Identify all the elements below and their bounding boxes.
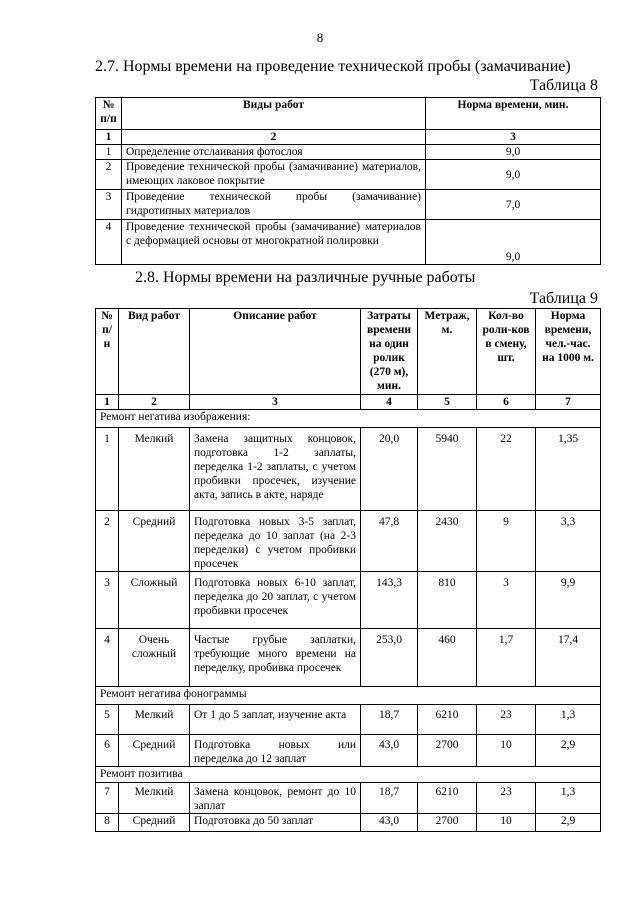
table-9-header-kind: Вид работ bbox=[119, 309, 190, 395]
table-row bbox=[96, 428, 601, 511]
time-value: 253,0 bbox=[361, 629, 418, 687]
rolls-value: 3 bbox=[477, 572, 536, 629]
norm-value: 9,0 bbox=[426, 160, 601, 190]
meter-value: 810 bbox=[418, 572, 477, 629]
row-number: 2 bbox=[96, 511, 119, 572]
time-value: 43,0 bbox=[361, 814, 418, 832]
work-kind: Мелкий bbox=[119, 783, 190, 814]
rolls-value: 9 bbox=[477, 511, 536, 572]
work-description: Проведение технической пробы (замачивание) гидротипных материалов bbox=[122, 190, 426, 220]
row-number: 6 bbox=[96, 735, 119, 767]
norm-value: 9,0 bbox=[426, 220, 601, 265]
time-value: 18,7 bbox=[361, 783, 418, 814]
table-row bbox=[96, 190, 601, 220]
meter-value: 2430 bbox=[418, 511, 477, 572]
row-number: 1 bbox=[96, 145, 122, 160]
time-value: 143,3 bbox=[361, 572, 418, 629]
work-description: От 1 до 5 заплат, изучение акта bbox=[190, 705, 361, 735]
row-number: 2 bbox=[96, 160, 122, 190]
time-value: 18,7 bbox=[361, 705, 418, 735]
table-row bbox=[96, 783, 601, 814]
row-number: 8 bbox=[96, 814, 119, 832]
work-description: Частые грубые заплатки, требующие много времени на переделку, пробивка просечек bbox=[190, 629, 361, 687]
work-description: Замена защитных концовок, подготовка 1-2 заплаты, переделка 1-2 заплаты, с учетом пробивки просечек, изучение акта, запись в акте, наряде bbox=[190, 428, 361, 511]
work-kind: Средний bbox=[119, 735, 190, 767]
work-description: Подготовка новых 3-5 заплат, переделка до 10 заплат (на 2-3 переделки) с учетом пробивки просечек bbox=[190, 511, 361, 572]
table-8-header-norm: Норма времени, мин. bbox=[426, 98, 601, 130]
norm-value: 2,9 bbox=[536, 814, 601, 832]
group-header-row bbox=[96, 767, 601, 783]
table-9-header-number: № п/н bbox=[96, 309, 119, 395]
table-8-colnum: 2 bbox=[122, 130, 426, 145]
table-row bbox=[96, 572, 601, 629]
meter-value: 2700 bbox=[418, 735, 477, 767]
row-number: 4 bbox=[96, 220, 122, 265]
table-row bbox=[96, 220, 601, 265]
group-title-negative-sound: Ремонт негатива фонограммы bbox=[96, 687, 601, 705]
norm-value: 17,4 bbox=[536, 629, 601, 687]
table-9-header-description: Описание работ bbox=[190, 309, 361, 395]
table-9-colnum: 2 bbox=[119, 395, 190, 410]
row-number: 3 bbox=[96, 190, 122, 220]
section-2-8-heading: 2.8. Нормы времени на различные ручные работы bbox=[135, 269, 476, 286]
table-8-colnum: 1 bbox=[96, 130, 122, 145]
norm-value: 1,35 bbox=[536, 428, 601, 511]
table-9 bbox=[95, 308, 601, 832]
table-9-header-row bbox=[96, 309, 601, 395]
table-8-colnum: 3 bbox=[426, 130, 601, 145]
table-8-header-work: Виды работ bbox=[122, 98, 426, 130]
group-title-negative-image: Ремонт негатива изображения: bbox=[96, 410, 601, 428]
rolls-value: 22 bbox=[477, 428, 536, 511]
rolls-value: 23 bbox=[477, 783, 536, 814]
table-row bbox=[96, 629, 601, 687]
table-8-header-number: № п/п bbox=[96, 98, 122, 130]
norm-value: 1,3 bbox=[536, 705, 601, 735]
meter-value: 6210 bbox=[418, 705, 477, 735]
work-description: Подготовка до 50 заплат bbox=[190, 814, 361, 832]
table-row bbox=[96, 145, 601, 160]
group-header-row bbox=[96, 410, 601, 428]
work-description: Замена концовок, ремонт до 10 заплат bbox=[190, 783, 361, 814]
work-kind: Сложный bbox=[119, 572, 190, 629]
table-8-column-numbers bbox=[96, 130, 601, 145]
section-2-7-heading: 2.7. Нормы времени на проведение технической пробы (замачивание) bbox=[95, 58, 571, 75]
rolls-value: 10 bbox=[477, 735, 536, 767]
time-value: 43,0 bbox=[361, 735, 418, 767]
time-value: 20,0 bbox=[361, 428, 418, 511]
rolls-value: 1,7 bbox=[477, 629, 536, 687]
norm-value: 1,3 bbox=[536, 783, 601, 814]
work-description: Проведение технической пробы (замачивание) материалов с деформацией основы от многократной полировки bbox=[122, 220, 426, 265]
group-title-positive: Ремонт позитива bbox=[96, 767, 601, 783]
rolls-value: 23 bbox=[477, 705, 536, 735]
meter-value: 5940 bbox=[418, 428, 477, 511]
work-description: Проведение технической пробы (замачивание) материалов, имеющих лаковое покрытие bbox=[122, 160, 426, 190]
norm-value: 7,0 bbox=[426, 190, 601, 220]
norm-value: 2,9 bbox=[536, 735, 601, 767]
norm-value: 3,3 bbox=[536, 511, 601, 572]
norm-value: 9,9 bbox=[536, 572, 601, 629]
work-description: Подготовка новых или переделка до 12 заплат bbox=[190, 735, 361, 767]
table-9-colnum: 6 bbox=[477, 395, 536, 410]
table-9-caption: Таблица 9 bbox=[529, 290, 598, 307]
meter-value: 6210 bbox=[418, 783, 477, 814]
table-9-header-time: Затраты времени на один ролик (270 м), мин. bbox=[361, 309, 418, 395]
row-number: 1 bbox=[96, 428, 119, 511]
table-9-column-numbers bbox=[96, 395, 601, 410]
row-number: 3 bbox=[96, 572, 119, 629]
table-row bbox=[96, 511, 601, 572]
group-header-row bbox=[96, 687, 601, 705]
time-value: 47,8 bbox=[361, 511, 418, 572]
work-kind: Мелкий bbox=[119, 428, 190, 511]
work-description: Определение отслаивания фотослоя bbox=[122, 145, 426, 160]
work-kind: Средний bbox=[119, 814, 190, 832]
row-number: 7 bbox=[96, 783, 119, 814]
table-row bbox=[96, 735, 601, 767]
meter-value: 460 bbox=[418, 629, 477, 687]
work-kind: Очень сложный bbox=[119, 629, 190, 687]
norm-value: 9,0 bbox=[426, 145, 601, 160]
table-9-colnum: 4 bbox=[361, 395, 418, 410]
table-8 bbox=[95, 97, 601, 265]
table-row bbox=[96, 705, 601, 735]
meter-value: 2700 bbox=[418, 814, 477, 832]
row-number: 5 bbox=[96, 705, 119, 735]
work-kind: Средний bbox=[119, 511, 190, 572]
row-number: 4 bbox=[96, 629, 119, 687]
work-kind: Мелкий bbox=[119, 705, 190, 735]
table-9-colnum: 1 bbox=[96, 395, 119, 410]
table-8-header-row bbox=[96, 98, 601, 130]
table-9-header-norm: Норма времени, чел.-час. на 1000 м. bbox=[536, 309, 601, 395]
table-9-colnum: 3 bbox=[190, 395, 361, 410]
page-number: 8 bbox=[316, 30, 324, 45]
table-9-header-rolls: Кол-во роли-ков в смену, шт. bbox=[477, 309, 536, 395]
table-8-caption: Таблица 8 bbox=[529, 77, 598, 94]
work-description: Подготовка новых 6-10 заплат, переделка до 20 заплат, с учетом пробивки просечек bbox=[190, 572, 361, 629]
rolls-value: 10 bbox=[477, 814, 536, 832]
table-9-header-meter: Метраж, м. bbox=[418, 309, 477, 395]
table-row bbox=[96, 814, 601, 832]
table-9-colnum: 5 bbox=[418, 395, 477, 410]
table-row bbox=[96, 160, 601, 190]
table-9-colnum: 7 bbox=[536, 395, 601, 410]
